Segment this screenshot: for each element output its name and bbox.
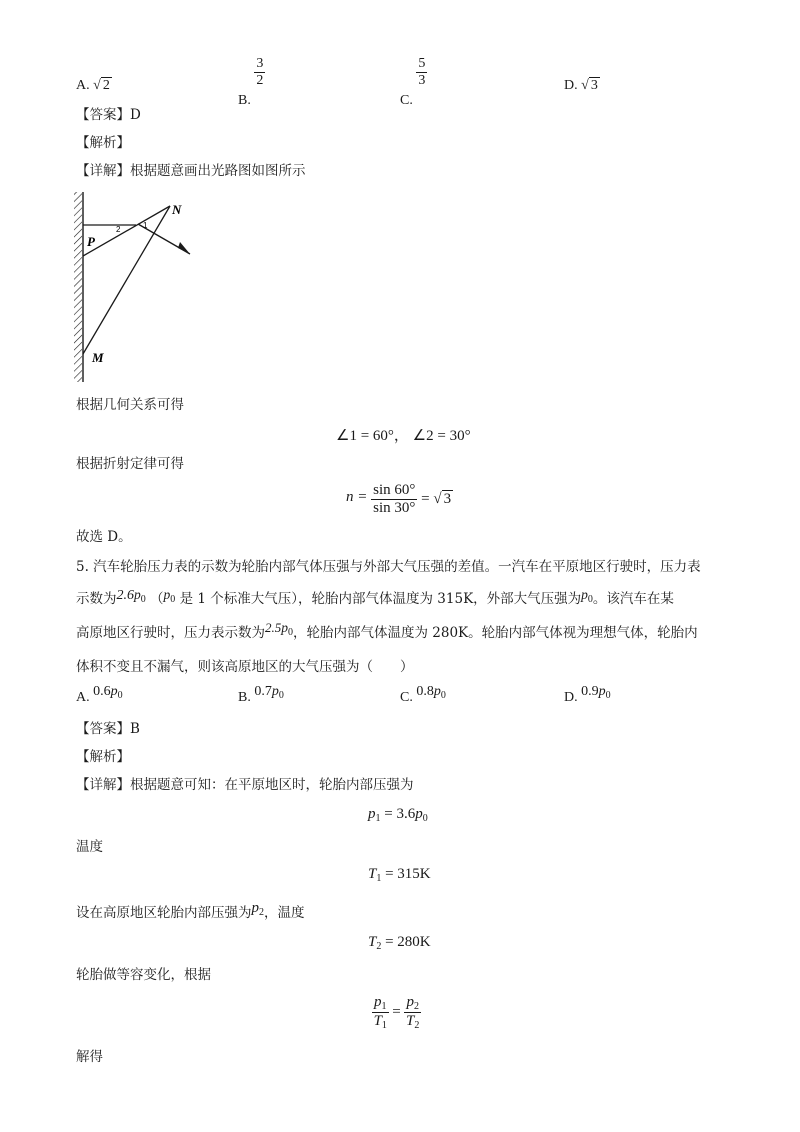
fraction	[416, 56, 427, 89]
p-symbol: p	[110, 684, 118, 699]
label-p: P	[87, 234, 95, 249]
text: 设在高原地区轮胎内部压强为	[76, 905, 252, 921]
p-sub: 0	[140, 594, 146, 605]
p-symbol: p	[415, 806, 423, 822]
fraction-numerator: 5	[418, 56, 426, 71]
eq-t2	[368, 934, 431, 952]
eq-t1	[368, 866, 431, 884]
t-sub: 2	[376, 941, 382, 952]
option-label: A.	[76, 78, 90, 93]
q4-conclusion: 故选 D。	[76, 529, 132, 545]
p-sub: 0	[422, 813, 428, 824]
separator: ，	[393, 426, 409, 444]
p-sub: 0	[587, 594, 593, 605]
option-coef: 0.8	[416, 684, 434, 699]
q5-stem-line3	[76, 620, 698, 647]
label-angle-2: 2	[116, 225, 121, 234]
fraction-numerator: sin 60°	[373, 482, 416, 498]
t-sub: 1	[381, 1020, 387, 1031]
sqrt-radicand: 2	[102, 78, 110, 93]
fraction-denominator	[372, 1013, 389, 1031]
p-symbol: p	[433, 684, 441, 699]
isochoric-text: 轮胎做等容变化，根据	[76, 967, 211, 983]
arrow-icon	[178, 242, 190, 254]
p-sub: 1	[375, 813, 381, 824]
q4-option-a	[76, 78, 112, 94]
label-n: N	[172, 202, 182, 217]
p-symbol: p	[281, 620, 288, 635]
ray-nm	[83, 206, 170, 354]
p-sub: 0	[440, 690, 446, 701]
sqrt-radicand: 3	[590, 78, 598, 93]
fraction-p1-t1	[372, 994, 389, 1031]
eq-rhs: = 280K	[381, 934, 431, 950]
t-sub: 2	[414, 1020, 420, 1031]
fraction-denominator: 2	[256, 73, 264, 88]
eq-p1	[368, 806, 428, 824]
n-lhs: n =	[346, 488, 368, 505]
q5-detail: 【详解】根据题意可知：在平原地区时，轮胎内部压强为	[76, 777, 414, 793]
t-symbol: T	[373, 1013, 382, 1029]
q5-option-c	[400, 684, 446, 707]
q5-option-b	[238, 684, 284, 707]
p-symbol: p	[368, 806, 376, 822]
equals: =	[421, 490, 430, 507]
p-sub: 2	[413, 1001, 419, 1012]
refraction-text: 根据折射定律可得	[76, 456, 184, 472]
p-symbol: p	[163, 587, 171, 602]
option-coef: 0.9	[581, 684, 599, 699]
label-m: M	[92, 350, 104, 365]
p-symbol: p	[598, 684, 606, 699]
sqrt-expression: √ 2	[93, 78, 110, 93]
p-sub: 0	[117, 690, 123, 701]
eq-rhs: = 315K	[381, 866, 431, 882]
angle-1-eq: ∠1 = 60°	[336, 428, 394, 444]
fraction-numerator	[372, 994, 389, 1013]
p-sub: 0	[605, 690, 611, 701]
p-symbol: p	[581, 587, 588, 602]
option-label: D.	[564, 690, 578, 705]
p-sub: 0	[278, 690, 284, 701]
t-symbol: T	[368, 934, 377, 950]
sqrt-radicand: 3	[443, 490, 452, 507]
option-label: A.	[76, 690, 90, 705]
sqrt-expression: √ 3	[581, 78, 598, 93]
option-label: C.	[400, 92, 413, 108]
p-symbol: p	[271, 684, 279, 699]
text: （	[150, 591, 164, 607]
refraction-equation	[346, 482, 453, 517]
q5-option-d	[564, 684, 611, 707]
light-path-figure	[66, 188, 196, 386]
fraction-p2-t2	[404, 994, 421, 1031]
q5-option-a	[76, 684, 123, 707]
fraction	[254, 56, 265, 89]
q4-analysis: 【解析】	[76, 135, 130, 151]
option-coef: 0.6	[93, 684, 111, 699]
q5-analysis: 【解析】	[76, 749, 130, 765]
value: 2.5	[265, 620, 282, 635]
q4-detail: 【详解】根据题意画出光路图如图所示	[76, 163, 306, 179]
fraction-numerator	[404, 994, 421, 1013]
sqrt-expression: √ 3	[433, 490, 452, 507]
equals: =	[392, 1003, 401, 1020]
fraction-denominator	[404, 1013, 421, 1031]
text: ，轮胎内部气体温度为 280K。轮胎内部气体视为理想气体，轮胎内	[293, 625, 698, 641]
q5-stem-line2	[76, 587, 674, 613]
t-symbol: T	[406, 1013, 415, 1029]
option-label: D.	[564, 78, 578, 93]
p-sub: 0	[170, 594, 176, 605]
fraction-denominator: 3	[418, 73, 426, 88]
ray-np	[83, 206, 170, 256]
p-symbol: p	[134, 587, 141, 602]
fraction-denominator: sin 30°	[373, 500, 416, 516]
q4-option-c	[400, 56, 427, 108]
label-angle-1: 1	[143, 221, 148, 230]
p-sub: 0	[288, 627, 293, 638]
text: 高原地区行驶时，压力表示数为	[76, 625, 265, 641]
text: 是 1 个标准大气压），轮胎内部气体温度为 315K，外部大气压强为	[179, 591, 582, 607]
sin-fraction	[371, 482, 417, 517]
option-label: C.	[400, 690, 413, 705]
q5-stem-line4: 体积不变且不漏气，则该高原地区的大气压强为（ ）	[76, 659, 414, 675]
q4-option-b	[238, 56, 265, 108]
temperature-label: 温度	[76, 839, 103, 855]
p-sub: 2	[259, 907, 264, 918]
solve-text: 解得	[76, 1049, 103, 1065]
mirror-hatching	[74, 192, 82, 382]
option-label: B.	[238, 690, 251, 705]
p-symbol: p	[374, 994, 382, 1010]
fraction-numerator: 3	[256, 56, 264, 71]
angle-equation	[336, 424, 471, 445]
text: 。该汽车在某	[592, 591, 674, 607]
q4-answer: 【答案】D	[76, 107, 141, 123]
set-text	[76, 900, 305, 927]
geometry-text: 根据几何关系可得	[76, 397, 184, 413]
p-sub: 1	[381, 1001, 387, 1012]
q4-option-d	[564, 78, 600, 94]
q5-answer: 【答案】B	[76, 721, 140, 737]
p-symbol: p	[406, 994, 414, 1010]
t-sub: 1	[376, 873, 382, 884]
t-symbol: T	[368, 866, 377, 882]
text: ，温度	[264, 905, 305, 921]
eq-rhs: = 3.6	[380, 806, 416, 822]
angle-2-eq: ∠2 = 30°	[412, 428, 471, 444]
option-label: B.	[238, 92, 251, 108]
p-symbol: p	[251, 900, 259, 916]
ratio-equation	[372, 994, 421, 1031]
text: 示数为	[76, 591, 117, 607]
value: 2.6	[116, 588, 134, 603]
q5-stem-line1: 5. 汽车轮胎压力表的示数为轮胎内部气体压强与外部大气压强的差值。一汽车在平原地区行驶时，压力表	[76, 559, 701, 575]
option-coef: 0.7	[254, 684, 272, 699]
